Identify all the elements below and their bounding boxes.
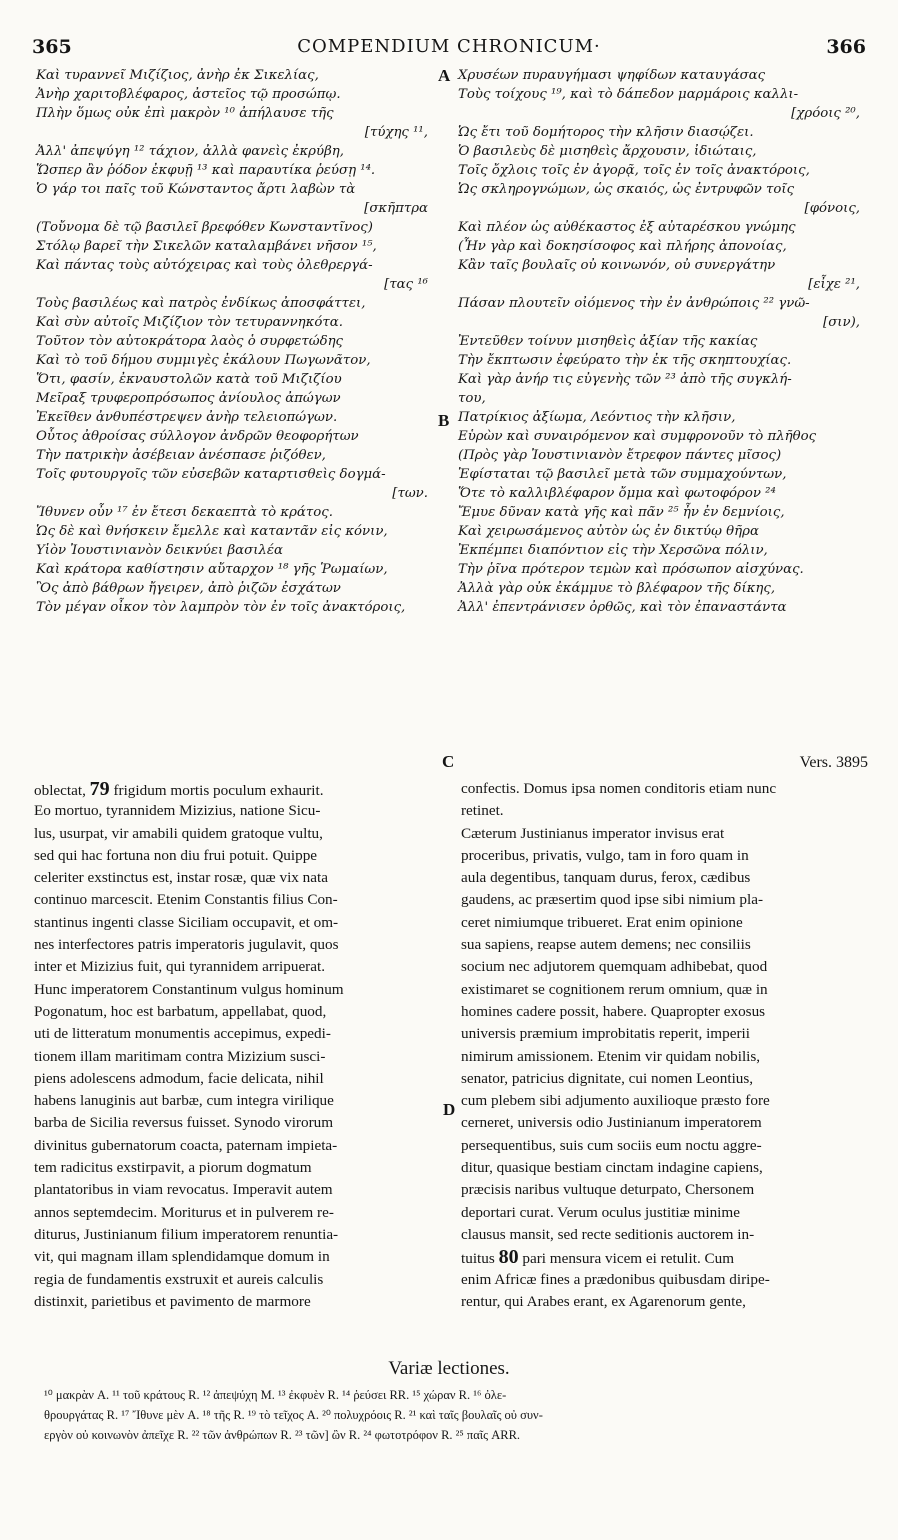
verse-line: Τοὺς τοίχους ¹⁹, καὶ τὸ δάπεδον μαρμάροις καλλι-: [458, 87, 799, 102]
page-number-right: 366: [826, 36, 866, 58]
greek-verse-column-right: [458, 66, 870, 617]
verse-line: Ὁ γάρ τοι παῖς τοῦ Κώνσταντος ἄρτι λαβὼν τὰ: [36, 182, 356, 197]
verse-line: Ὡς ἔτι τοῦ δομήτορος τὴν κλῆσιν διασῴζει.: [458, 125, 754, 140]
prose-line: ceret nimiumque tribueret. Erat enim opinione: [461, 913, 743, 931]
prose-line: retinet.: [461, 802, 504, 820]
prose-line: persequentibus, suis cum sociis eum noctu aggre-: [461, 1136, 762, 1154]
verse-line: Καὶ τὸ τοῦ δήμου συμμιγὲς ἐκάλουν Πωγωνᾶτον,: [36, 353, 371, 368]
verse-line: Εὑρὼν καὶ συναιρόμενον καὶ συμφρονοῦν τὸ πλῆθος: [458, 429, 817, 444]
prose-line: regia de fundamentis exstruxit et aureis calculis: [34, 1270, 324, 1288]
prose-line: proceribus, privatis, vulgo, tam in foro quam in: [461, 846, 749, 864]
verse-line: Τὴν πατρικὴν ἀσέβειαν ἀνέσπασε ῥιζόθεν,: [36, 448, 326, 463]
prose-line: senator, patricius dignitate, cui nomen Leontius,: [461, 1069, 754, 1087]
prose-line: barba de Sicilia reversus fuisset. Synodo virorum: [34, 1114, 334, 1132]
prose-line: tionem illam maritimam contra Mizizium susci-: [34, 1047, 326, 1065]
prose-line: diturus, Justinianum filium imperatorem renuntia-: [34, 1225, 339, 1243]
verse-line: [εἶχε ²¹,: [808, 277, 860, 292]
verse-line: Καὶ γὰρ ἀνήρ τις εὐγενὴς τῶν ²³ ἀπὸ τῆς συγκλή-: [458, 372, 792, 387]
verse-line: Πάσαν πλουτεῖν οἰόμενος τὴν ἐν ἀνθρώποις ²² γνῶ-: [458, 296, 810, 311]
prose-line: vit, qui magnam illam splendidamque domum in: [34, 1248, 330, 1266]
prose-line: confectis. Domus ipsa nomen conditoris etiam nunc: [461, 780, 777, 797]
verse-line: Μεῖραξ τρυφεροπρόσωπος ἀνίουλος ἀπώγων: [36, 391, 341, 406]
verse-line: [των.: [392, 486, 428, 501]
verse-line: Ἀλλ' ἐπεντράνισεν ὀρθῶς, καὶ τὸν ἐπαναστάντα: [458, 600, 787, 615]
variae-lectiones-notes: [44, 1385, 874, 1445]
verse-line: Καὶ σὺν αὐτοῖς Μιζίζιον τὸν τετυραννηκότα.: [36, 315, 343, 330]
prose-line: ditur, quasique bestiam cinctam indagine capiens,: [461, 1159, 763, 1177]
verse-line: Καὶ πλέον ὡς αὐθέκαστος ἐξ αὐταρέσκου γνώμης: [458, 220, 796, 235]
prose-line: oblectat, 79 frigidum mortis poculum exhaurit.: [34, 778, 324, 800]
prose-line: deportari curat. Verum oculus justitiæ minime: [461, 1203, 740, 1221]
verse-line: Τὸν μέγαν οἶκον τὸν λαμπρὸν τὸν ἐν τοῖς ἀνακτόροις,: [36, 600, 406, 615]
verse-line: Καὶ κράτορα καθίστησιν αὔταρχον ¹⁸ γῆς Ῥωμαίων,: [36, 562, 388, 577]
prose-line: Pogonatum, hoc est barbatum, appellabat, quod,: [34, 1002, 327, 1020]
prose-line: Eo mortuo, tyrannidem Mizizius, natione Sicu-: [34, 802, 321, 820]
verse-line: Ὅτε τὸ καλλιβλέφαρον ὄμμα καὶ φωτοφόρον ²⁴: [458, 486, 776, 501]
verse-line: [σκῆπτρα: [364, 201, 428, 216]
verse-line: Τοὺς βασιλέως καὶ πατρὸς ἐνδίκως ἀποσφάττει,: [36, 296, 366, 311]
prose-line: celeriter exstinctus est, instar rosæ, quæ vix nata: [34, 869, 328, 887]
prose-line: universis præmium improbitatis reperit, imperii: [461, 1025, 750, 1043]
greek-verse-column-left: [36, 66, 438, 617]
prose-line: uti de litteratum monumentis accepimus, expedi-: [34, 1025, 331, 1043]
prose-line: piens adolescens admodum, facie delicata, nihil: [34, 1069, 324, 1087]
verse-line: [χρόοις ²⁰,: [791, 106, 860, 121]
verse-line: Υἱὸν Ἰουστινιανὸν δεικνύει βασιλέα: [36, 543, 283, 558]
variant-reading-line: θρουργάτας R. ¹⁷ Ἴθυνε μὲν A. ¹⁸ τῆς R. ¹⁹ τὸ τεῖχος A. ²⁰ πολυχρόοις R. ²¹ καὶ ταῖς βουλαῖς οὐ συν-: [44, 1408, 543, 1422]
prose-line: socium nec adjutorem quemquam adhibebat, quod: [461, 958, 768, 976]
running-title: COMPENDIUM CHRONICUM·: [297, 36, 601, 57]
verse-line: (Ἦν γὰρ καὶ δοκησίσοφος καὶ πλήρης ἀπονοίας,: [458, 239, 787, 254]
verse-line: Ὡς σκληρογνώμων, ὡς σκαιός, ὡς ἐντρυφῶν τοῖς: [458, 182, 795, 197]
verse-line: (Πρὸς γὰρ Ἰουστινιανὸν ἔτρεφον πάντες μῖσος): [458, 448, 782, 463]
prose-line: continuo marcescit. Etenim Constantis filius Con-: [34, 891, 338, 909]
prose-line: existimaret se cognitionem rerum omnium, quæ in: [461, 980, 768, 998]
verse-line: Ὁ βασιλεὺς δὲ μισηθεὶς ἄρχουσιν, ἰδιώταις,: [458, 144, 757, 159]
verse-line: Ἔμυε δῦναν κατὰ γῆς καὶ πᾶν ²⁵ ἦν ἐν δεμνίοις,: [458, 505, 785, 520]
verse-line: Κἂν ταῖς βουλαῖς οὐ κοινωνόν, οὐ συνεργάτην: [458, 258, 776, 273]
margin-letter-c: C: [442, 752, 455, 771]
verse-line: Πλὴν ὅμως οὐκ ἐπὶ μακρὸν ¹⁰ ἀπήλαυσε τῆς: [36, 106, 334, 121]
verse-line: Στόλῳ βαρεῖ τὴν Σικελῶν καταλαμβάνει νῆσον ¹⁵,: [36, 239, 377, 254]
verse-line: Καὶ πάντας τοὺς αὐτόχειρας καὶ τοὺς ὀλεθρεργά-: [36, 258, 373, 273]
prose-line: tuitus 80 pari mensura vicem ei retulit. Cum: [461, 1246, 735, 1269]
verse-line: Χρυσέων πυραυγήμασι ψηφίδων καταυγάσας: [458, 68, 766, 83]
verse-line: Οὗτος ἀθροίσας σύλλογον ἀνδρῶν θεοφορήτων: [36, 429, 359, 444]
verse-line: Ὡς δὲ καὶ θνήσκειν ἔμελλε καὶ καταντᾶν εἰς κόνιν,: [36, 524, 388, 539]
verse-line: Καὶ χειρωσάμενος αὐτὸν ὡς ἐν δικτύῳ θῆρα: [458, 524, 759, 539]
prose-line: annos septemdecim. Moriturus et in pulverem re-: [34, 1203, 334, 1221]
verse-line: του,: [458, 391, 486, 406]
prose-line: cerneret, universis odio Justinianum imperatorem: [461, 1114, 762, 1132]
prose-line: tem radicitus exstirpavit, a piorum dogmatum: [34, 1159, 312, 1177]
margin-letter-a: A: [438, 66, 451, 85]
variae-lectiones-heading: Variæ lectiones.: [388, 1358, 510, 1379]
prose-line: stantinus ingenti classe Siciliam occupavit, et om-: [34, 913, 339, 931]
column-number: 80: [498, 1246, 519, 1269]
prose-line: Cæterum Justinianus imperator invisus erat: [461, 824, 725, 842]
prose-line: distinxit, parietibus et pavimento de marmore: [34, 1292, 311, 1310]
verse-line: Ἐντεῦθεν τοίνυν μισηθεὶς ἀξίαν τῆς κακίας: [458, 334, 758, 349]
prose-line: nes interfectores patris imperatoris jugulavit, quos: [34, 936, 339, 954]
prose-line: rentur, qui Arabes erant, ex Agarenorum gente,: [461, 1292, 746, 1310]
latin-translation-column-right: [461, 778, 871, 1313]
prose-line: sed qui hac fortuna non diu frui potuit. Quippe: [34, 846, 318, 864]
prose-line: homines cadere possit, habere. Quapropter exosus: [461, 1002, 766, 1020]
prose-line: præcisis naribus vultuque deturpato, Chersonem: [461, 1181, 755, 1199]
verse-line: [τύχης ¹¹,: [364, 125, 428, 140]
verse-line: (Τοὔνομα δὲ τῷ βασιλεῖ βρεφόθεν Κωνσταντῖνος): [36, 220, 373, 235]
prose-line: inter et Mizizius fuit, qui tyrannidem arripuerat.: [34, 958, 326, 976]
verse-line: Ἴθυνεν οὖν ¹⁷ ἐν ἔτεσι δεκαεπτὰ τὸ κράτος.: [36, 505, 333, 520]
verse-line: Τοῖς φυτουργοῖς τῶν εὐσεβῶν καταρτισθεὶς δογμά-: [36, 467, 386, 482]
verse-line: Καὶ τυραννεῖ Μιζίζιος, ἀνὴρ ἐκ Σικελίας,: [36, 68, 319, 83]
prose-line: nimirum amissionem. Etenim vir quidam nobilis,: [461, 1047, 761, 1065]
verse-line: Ἀλλ' ἀπεψύγη ¹² τάχιον, ἀλλὰ φανεὶς ἐκρύβη,: [36, 144, 344, 159]
prose-line: sua sapiens, reapse autem demens; nec consiliis: [461, 936, 751, 954]
verse-line: Ἐκπέμπει διαπόντιον εἰς τὴν Χερσῶνα πόλιν,: [458, 543, 768, 558]
prose-line: divinitus gubernatorum coacta, paternam impieta-: [34, 1136, 338, 1154]
verse-line: [φόνοις,: [804, 201, 860, 216]
verse-line: Ἐφίσταται τῷ βασιλεῖ μετὰ τῶν συμμαχούντων,: [458, 467, 787, 482]
prose-line: plantatoribus in viam revocatus. Imperavit autem: [34, 1181, 333, 1199]
margin-letter-d: D: [443, 1100, 456, 1119]
prose-line: Hunc imperatorem Constantinum vulgus hominum: [34, 980, 344, 998]
prose-line: lus, usurpat, vir amabili quidem gratoque vultu,: [34, 824, 323, 842]
prose-line: clausus mansit, sed recte seditionis auctorem in-: [461, 1225, 755, 1243]
verse-line: Ὃς ἀπὸ βάθρων ἤγειρεν, ἀπὸ ῥιζῶν ἐσχάτων: [36, 581, 341, 596]
verse-line: Τοῦτον τὸν αὐτοκράτορα λαὸς ὁ συρφετώδης: [36, 334, 343, 349]
prose-line: enim Africæ fines a prædonibus quibusdam diripe-: [461, 1270, 770, 1288]
verse-line: Τοῖς ὄχλοις τοῖς ἐν ἀγορᾷ, τοῖς ἐν τοῖς ἀνακτόροις,: [458, 163, 810, 178]
prose-line: gaudens, ac præsertim quod ipse sibi nimium pla-: [461, 891, 764, 909]
variant-reading-line: ¹⁰ μακρὰν A. ¹¹ τοῦ κράτους R. ¹² ἀπεψύχη M. ¹³ ἐκφυὲν R. ¹⁴ ῥεύσει RR. ¹⁵ χώραν R. ¹⁶ ὀλε-: [44, 1388, 507, 1402]
verse-line: Ὅτι, φασίν, ἐκναυστολῶν κατὰ τοῦ Μιζιζίου: [36, 372, 342, 387]
latin-translation-column-left: [34, 778, 439, 1313]
prose-line: aula degentibus, tanquam durus, ferox, cædibus: [461, 869, 751, 887]
verse-line: Ἐκεῖθεν ἀνθυπέστρεψεν ἀνὴρ τελειοπώγων.: [36, 410, 338, 425]
prose-line: cum plebem sibi adjumento auxilioque præsto fore: [461, 1092, 770, 1110]
verse-line: Ἀνὴρ χαριτοβλέφαρος, ἀστεῖος τῷ προσώπῳ.: [36, 87, 341, 102]
margin-letter-b: B: [438, 411, 450, 430]
verse-line: Τὴν ῥῖνα πρότερον τεμὼν καὶ πρόσωπον αἰσχύνας.: [458, 562, 804, 577]
verse-line: Τὴν ἔκπτωσιν ἐφεύρατο τὴν ἐκ τῆς σκηπτουχίας.: [458, 353, 792, 368]
verse-line: Ὥσπερ ἂν ῥόδον ἐκφυῇ ¹³ καὶ παραυτίκα ῥεύσῃ ¹⁴.: [36, 163, 376, 178]
verse-line: [τας ¹⁶: [384, 277, 428, 292]
variant-reading-line: εργὸν οὐ κοινωνὸν ἀπεῖχε R. ²² τῶν ἀνθρώπων R. ²³ τῶν] ὢν R. ²⁴ φωτοτρόφον R. ²⁵ παῖς ARR.: [44, 1428, 521, 1442]
verse-reference: Vers. 3895: [799, 754, 868, 771]
verse-line: [σιν),: [823, 315, 860, 330]
page-number-left: 365: [32, 36, 72, 58]
verse-line: Ἀλλὰ γὰρ οὐκ ἐκάμμυε τὸ βλέφαρον τῆς δίκης,: [458, 581, 776, 596]
column-number: 79: [89, 778, 110, 800]
prose-line: habens lanuginis aut barbæ, cum integra virilique: [34, 1092, 334, 1110]
verse-line: Πατρίκιος ἀξίωμα, Λεόντιος τὴν κλῆσιν,: [458, 410, 736, 425]
running-head: [32, 36, 866, 62]
